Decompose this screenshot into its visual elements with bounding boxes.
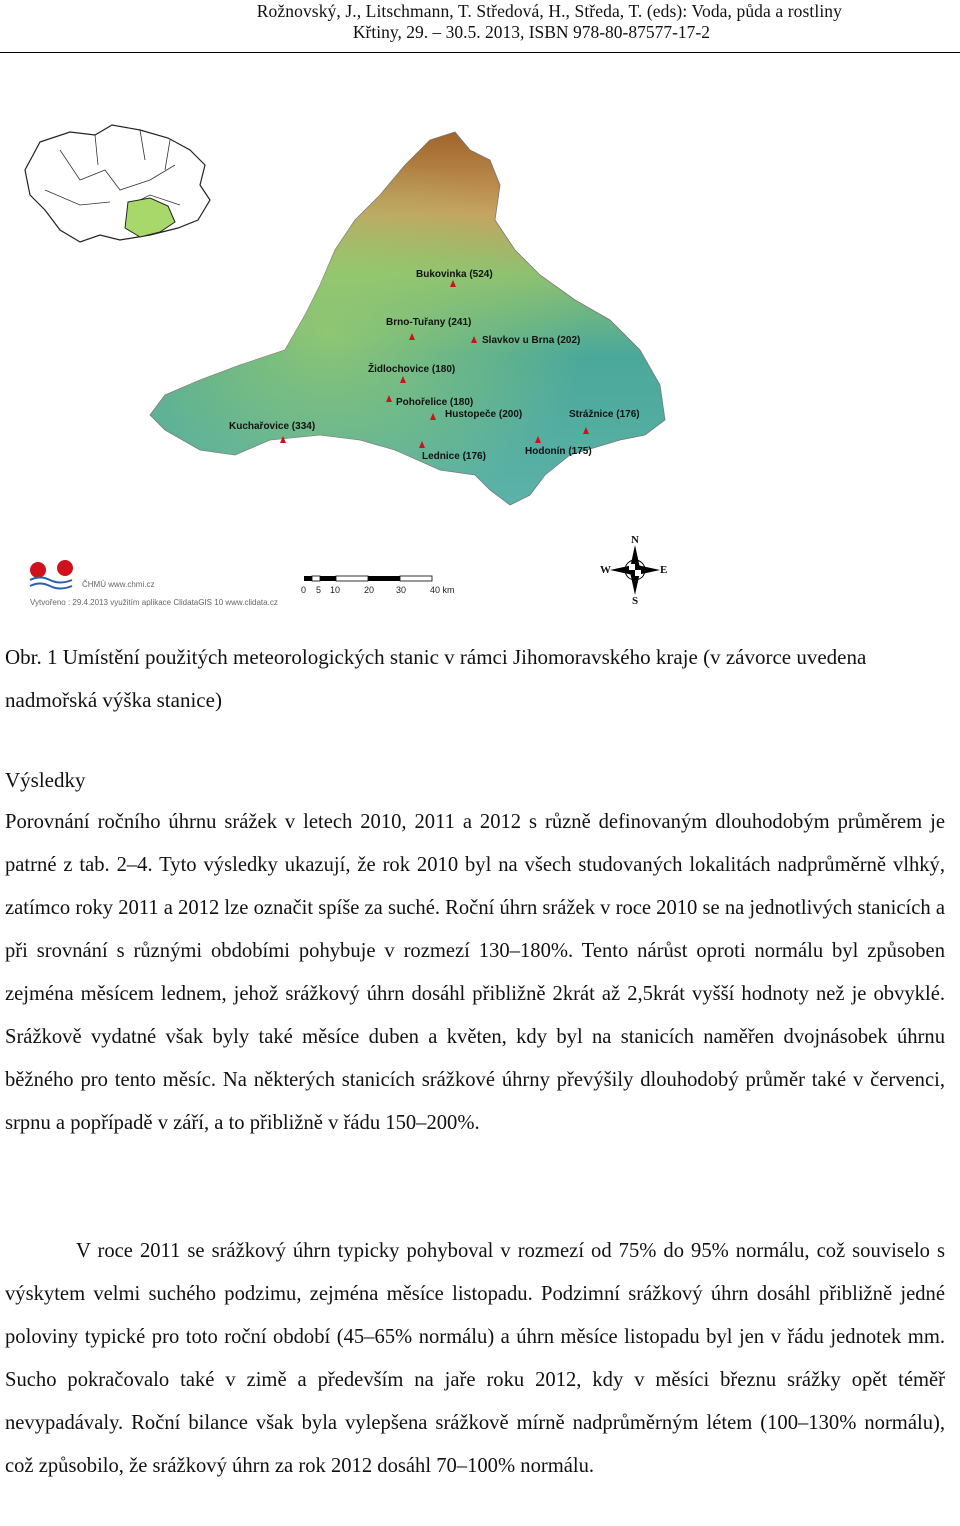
station-label: Brno-Tuřany (241) (386, 317, 472, 328)
station-label: Hodonín (175) (525, 446, 592, 457)
results-paragraph: Porovnání ročního úhrnu srážek v letech 2010, 2011 a 2012 s různě definovaným dlouhodobým průměrem je patrné z tab. 2–4. Tyto výsledky ukazují, že rok 2010 byl na všech studovaných lokalitách nadprůměrně vlhký, zatímco roky 2011 a 2012 lze označit spíše za suché. Roční úhrn srážek v roce 2010 se na jednotlivých stanicích a při srovnání s různými obdobími pohybuje v rozmezí 130–180%. Tento nárůst oproti normálu byl způsoben zejména měsícem lednem, jehož srážkový úhrn dosáhl přibližně 2krát až 2,5krát vyšší hodnoty než je obvyklé. Srážkově vydatné však byly také měsíce duben a květen, kdy byl na stanicích naměřen dvojnásobek úhrnu běžného pro tento měsíc. Na některých stanicích srážkové úhrny převýšily dlouhodobý průměr také v červenci, srpnu a popřípadě v září, a to přibližně v řádu 150–200%. (5, 811, 945, 1134)
scale-tick: 5 (316, 585, 322, 595)
header-citation: Rožnovský, J., Litschmann, T. Středová, H., Středa, T. (eds): Voda, půda a rostliny (256, 1, 842, 21)
header-conference: Křtiny, 29. – 30.5. 2013, ISBN 978-80-87577-17-2 (352, 22, 710, 42)
compass-west: W (600, 564, 611, 576)
figure-credit: Vytvořeno : 29.4.2013 využitím aplikace ClidataGIS 10 www.clidata.cz (30, 598, 278, 607)
page-header (0, 0, 960, 53)
scale-tick: 0 (301, 585, 307, 595)
station-label: Židlochovice (180) (368, 364, 456, 375)
scale-tick: 30 (396, 585, 407, 595)
logo-text: ČHMÚ www.chmi.cz (82, 580, 155, 589)
station-map-figure (0, 110, 960, 620)
results-paragraph: V roce 2011 se srážkový úhrn typicky pohyboval v rozmezí od 75% do 95% normálu, což souviselo s výskytem velmi suchého podzimu, zejména měsíce listopadu. Podzimní srážkový úhrn dosáhl přibližně jedné poloviny typické pro toto roční období (45–65% normálu) a úhrn měsíce listopadu byl jen v řádu jednotek mm. Sucho pokračovalo také v zimě a především na jaře roku 2012, kdy v měsíci březnu srážky opět téměř nevypadávaly. Roční bilance však byla vylepšena srážkově mírně nadprůměrným létem (100–130% normálu), což způsobilo, že srážkový úhrn za rok 2012 dosáhl 70–100% normálu. (5, 1240, 945, 1477)
station-label: Strážnice (176) (569, 409, 640, 420)
compass-rose-icon (600, 534, 667, 607)
compass-north: N (631, 534, 639, 546)
scale-tick: 20 (364, 585, 375, 595)
station-label: Lednice (176) (422, 451, 486, 462)
scale-tick: 10 (330, 585, 341, 595)
section-title: Výsledky (5, 768, 86, 792)
station-label: Pohořelice (180) (396, 397, 474, 408)
compass-east: E (660, 564, 668, 576)
station-label: Hustopeče (200) (445, 409, 523, 420)
compass-south: S (632, 595, 639, 607)
chmi-logo (30, 560, 278, 607)
caption-text: Umístění použitých meteorologických stanic v rámci Jihomoravského kraje (v závorce uvedena nadmořská výška stanice) (5, 645, 867, 712)
czech-inset-map (25, 125, 210, 242)
scale-bar (301, 576, 455, 595)
station-label: Kuchařovice (334) (229, 421, 316, 432)
caption-prefix: Obr. 1 (5, 645, 58, 669)
scale-tick: 40 km (430, 585, 455, 595)
station-label: Slavkov u Brna (202) (482, 335, 581, 346)
station-label: Bukovinka (524) (416, 269, 493, 280)
figure-caption (5, 636, 950, 722)
